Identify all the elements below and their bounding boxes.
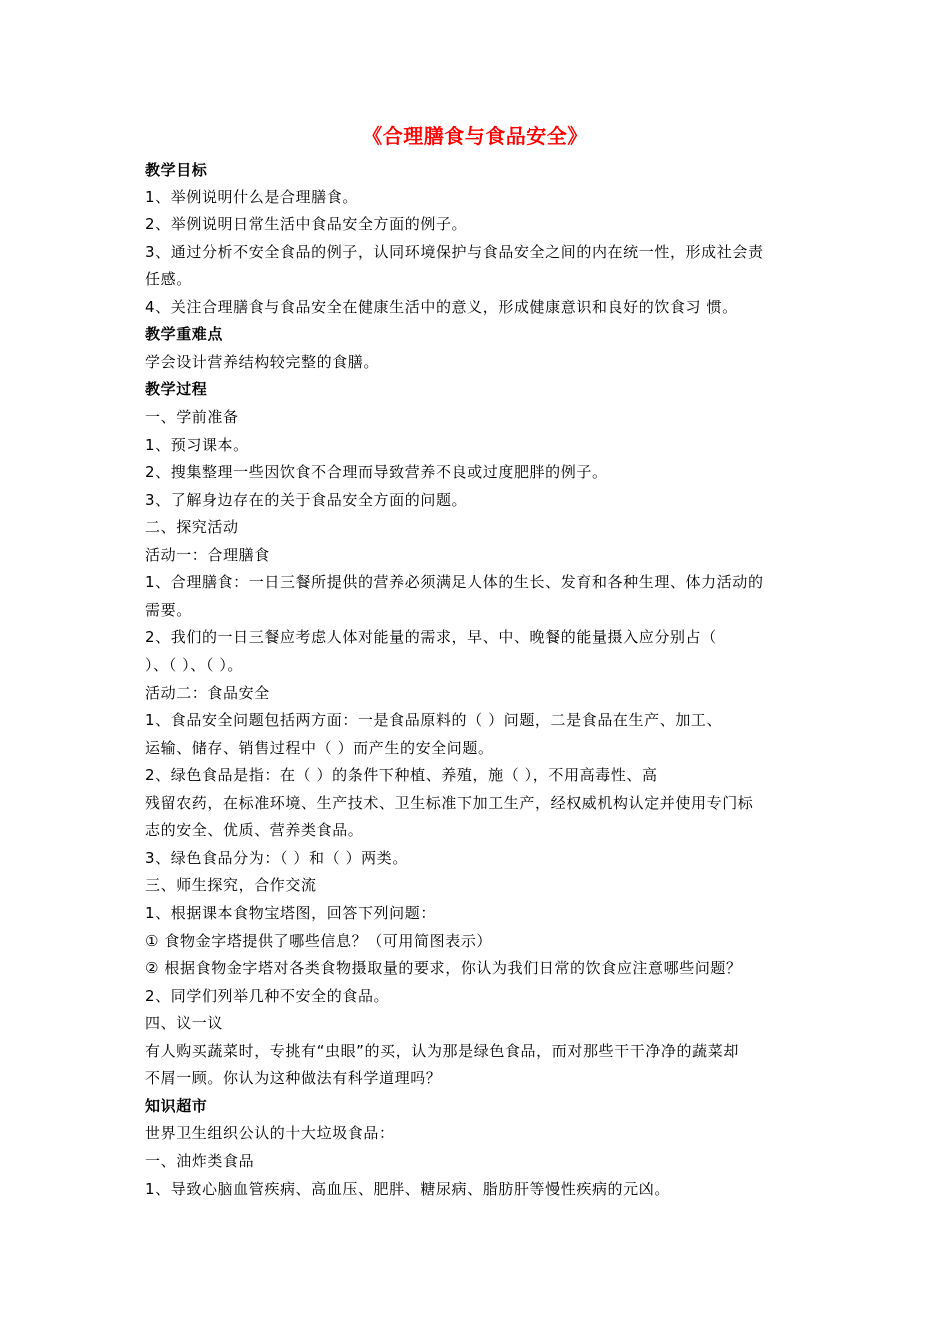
paragraph-line: 1、预习课本。 [145,436,249,454]
paragraph-line: 4、关注合理膳食与食品安全在健康生活中的意义，形成健康意识和良好的饮食习 惯。 [145,298,738,316]
paragraph-line: 学会设计营养结构较完整的食膳。 [145,353,380,371]
paragraph-line: 不屑一顾。你认为这种做法有科学道理吗？ [145,1069,442,1087]
paragraph-line: 2、举例说明日常生活中食品安全方面的例子。 [145,215,468,233]
paragraph-line: 2、搜集整理一些因饮食不合理而导致营养不良或过度肥胖的例子。 [145,463,608,481]
paragraph-line: 一、学前准备 [145,408,239,426]
paragraph-line: 三、师生探究，合作交流 [145,876,317,894]
paragraph-line: 2、我们的一日三餐应考虑人体对能量的需求，早、中、晚餐的能量摄入应分别占（ [145,628,717,646]
paragraph-line: ）、（ ）、（ ）。 [145,656,244,674]
paragraph-line: 有人购买蔬菜时，专挑有“虫眼”的买，认为那是绿色食品，而对那些干干净净的蔬菜却 [145,1042,739,1060]
paragraph-line: 一、油炸类食品 [145,1152,255,1170]
paragraph-line: 活动二：食品安全 [145,684,270,702]
paragraph-line: ① 食物金字塔提供了哪些信息？（可用简图表示） [145,932,493,950]
paragraph-line: 1、食品安全问题包括两方面：一是食品原料的（ ）问题，二是食品在生产、加工、 [145,711,723,729]
paragraph-line: ② 根据食物金字塔对各类食物摄取量的要求，你认为我们日常的饮食应注意哪些问题？ [145,959,742,977]
paragraph-line: 活动一：合理膳食 [145,546,270,564]
paragraph-line: 1、合理膳食：一日三餐所提供的营养必须满足人体的生长、发育和各种生理、体力活动的 [145,573,764,591]
paragraph-line: 世界卫生组织公认的十大垃圾食品： [145,1124,395,1142]
section-heading: 教学重难点 [145,325,224,343]
paragraph-line: 3、绿色食品分为：（ ）和（ ）两类。 [145,849,408,867]
paragraph-line: 运输、储存、销售过程中（ ）而产生的安全问题。 [145,739,494,757]
paragraph-line: 任感。 [145,270,192,288]
section-heading: 知识超市 [145,1097,208,1115]
paragraph-line: 四、议一议 [145,1014,224,1032]
section-heading: 教学过程 [145,380,208,398]
paragraph-line: 二、探究活动 [145,518,239,536]
paragraph-line: 3、了解身边存在的关于食品安全方面的问题。 [145,491,468,509]
section-heading: 教学目标 [145,161,208,179]
paragraph-line: 需要。 [145,601,192,619]
paragraph-line: 志的安全、优质、营养类食品。 [145,821,364,839]
paragraph-line: 2、同学们列举几种不安全的食品。 [145,987,390,1005]
paragraph-line: 3、通过分析不安全食品的例子，认同环境保护与食品安全之间的内在统一性，形成社会责 [145,243,764,261]
paragraph-line: 2、绿色食品是指：在（ ）的条件下种植、养殖，施（ ），不用高毒性、高 [145,766,658,784]
paragraph-line: 残留农药，在标准环境、生产技术、卫生标准下加工生产，经权威机构认定并使用专门标 [145,794,754,812]
paragraph-line: 1、根据课本食物宝塔图，回答下列问题： [145,904,436,922]
paragraph-line: 1、举例说明什么是合理膳食。 [145,188,358,206]
document-title: 《合理膳食与食品安全》 [362,124,588,148]
paragraph-line: 1、导致心脑血管疾病、高血压、肥胖、糖尿病、脂肪肝等慢性疾病的元凶。 [145,1180,670,1198]
